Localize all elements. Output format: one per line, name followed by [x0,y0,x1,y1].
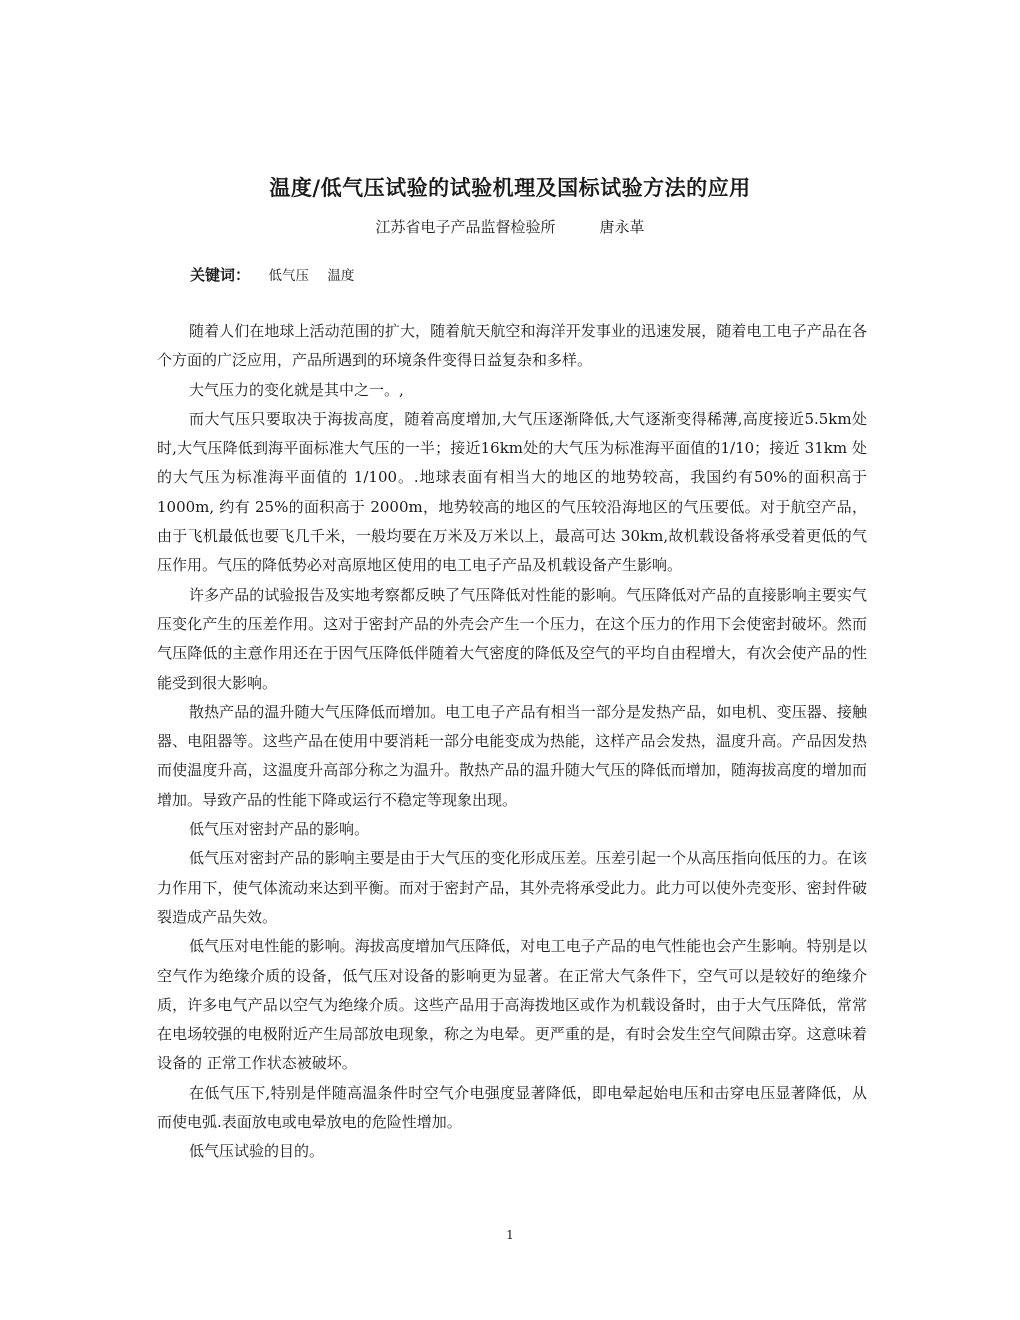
paragraph: 低气压试验的目的。 [189,1142,325,1161]
author-name: 唐永革 [599,218,645,236]
document-title: 温度/低气压试验的试验机理及国标试验方法的应用 [269,175,751,200]
paragraph: 低气压对电性能的影响。海拔高度增加气压降低，对电工电子产品的电气性能也会产生影响。特别是以空气作为绝缘介质的设备，低气压对设备的影响更为显著。在正常大气条件下，空气可以是较好的绝缘介质，许多电气产品以空气为绝缘介质。这些产品用于高海拨地区或作为机载设备时，由于大气压降低，常常在电场较强的电极附近产生局部放电现象，称之为电晕。更严重的是，有时会发生空气间隙击穿。这意味着设备的 正常工作状态被破坏。 [157,937,867,1073]
paragraph: 在低气压下,特别是伴随高温条件时空气介电强度显著降低，即电晕起始电压和击穿电压显著降低，从而使电弧.表面放电或电晕放电的危险性增加。 [157,1083,867,1132]
organization: 江苏省电子产品监督检验所 [375,218,556,236]
keyword: 温度 [327,268,355,284]
paragraph: 大气压力的变化就是其中之一。, [189,380,404,399]
author-line [0,216,1020,237]
paragraph: 散热产品的温升随大气压降低而增加。电工电子产品有相当一部分是发热产品，如电机、变压器、接触器、电阻器等。这些产品在使用中要消耗一部分电能变成为热能，这样产品会发热，温度升高。产品因发热而使温度升高，这温度升高部分称之为温升。散热产品的温升随大气压的降低而增加，随海拔高度的增加而增加。导致产品的性能下降或运行不稳定等现象出现。 [157,702,867,809]
keyword: 低气压 [268,268,309,284]
keywords-label: 关键词： [190,266,251,284]
paragraph: 随着人们在地球上活动范围的扩大，随着航天航空和海洋开发事业的迅速发展，随着电工电子产品在各个方面的广泛应用，产品所遇到的环境条件变得日益复杂和多样。 [157,322,867,370]
body-text [157,317,867,1167]
paragraph: 低气压对密封产品的影响主要是由于大气压的变化形成压差。压差引起一个从高压指向低压的力。在该力作用下，使气体流动来达到平衡。而对于密封产品，其外壳将承受此力。此力可以使外壳变形、密封件破裂造成产品失效。 [157,849,867,926]
paragraph: 低气压对密封产品的影响。 [189,820,370,839]
paragraph: 许多产品的试验报告及实地考察都反映了气压降低对性能的影响。气压降低对产品的直接影响主要实气压变化产生的压差作用。这对于密封产品的外壳会产生一个压力，在这个压力的作用下会使密封破坏。然而气压降低的主意作用还在于因气压降低伴随着大气密度的降低及空气的平均自由程增大，有次会使产品的性能受到很大影响。 [157,585,867,692]
paragraph: 而大气压只要取决于海拔高度，随着高度增加,大气压逐渐降低,大气逐渐变得稀薄,高度接近5.5km处时,大气压降低到海平面标准大气压的一半；接近16km处的大气压为标准海平面值的1/10；接近 31km 处的大气压为标准海平面值的 1/100。.地球表面有相当大的地区的地势较高，我国约有50%的面积高于 1000m, 约有 25%的面积高于 2000m，地势较高的地区的气压较沿海地区的气压要低。对于航空产品，由于飞机最低也要飞几千米，一般均要在万米及万米以上，最高可达 30km,故机载设备将承受着更低的气压作用。气压的降低势必对高原地区使用的电工电子产品及机载设备产生影响。 [157,409,867,575]
page-number: 1 [506,1228,514,1242]
keywords-line [190,264,354,285]
